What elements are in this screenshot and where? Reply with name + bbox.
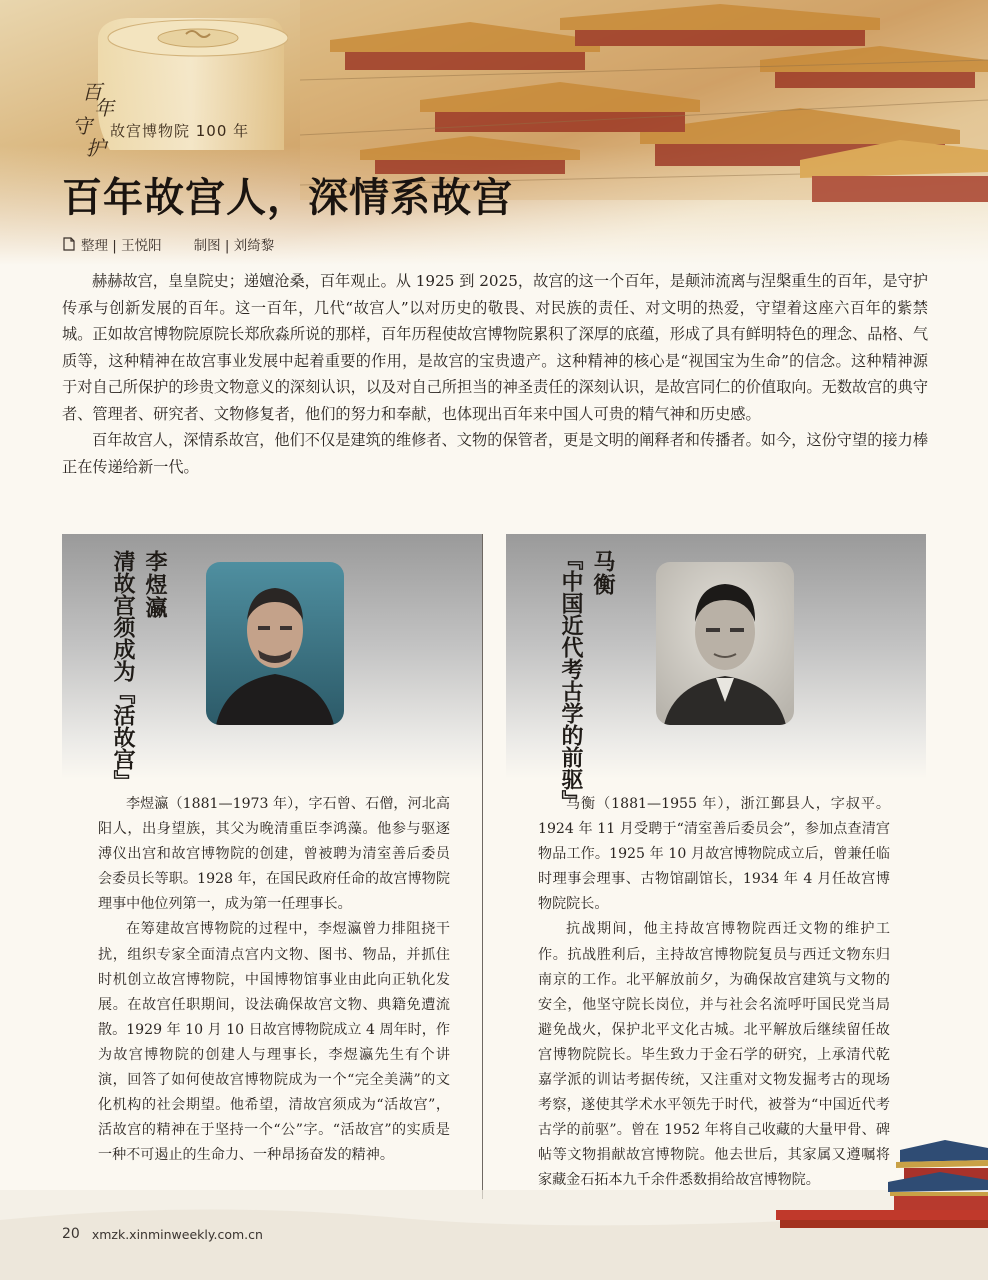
bio-paragraph: 抗战期间，他主持故宫博物院西迁文物的维护工作。抗战胜利后，主持故宫博物院复员与西迁文物东归南京的工作。北平解放前夕，为确保故宫建筑与文物的安全，他坚守院长岗位，并与社会名流呼吁国民党当局避免战火，保护北平文化古城。北平解放后继续留任故宫博物院院长。毕生致力于金石学的研究，上承清代乾嘉学派的训诂考据传统，又注重对文物发掘考古的现场考察，遂使其学术水平领先于时代，被誉为“中国近代考古学的前驱”。曾在 1952 年将自己收藏的大量甲骨、碑帖等文物捐献故宫博物院。他去世后，其家属又遵嘱将家藏金石拓本九千余件悉数捐给故宫博物院。 bbox=[538, 921, 890, 1189]
bio-paragraph: 马衡（1881—1955 年），浙江鄞县人，字叔平。1924 年 11 月受聘于“清室善后委员会”，参加点查清宫物品工作。1925 年 10 月故宫博物院成立后，曾兼任临时理事会理事、古物馆副馆长，1934 年 4 月任故宫博物院院长。 bbox=[538, 796, 890, 913]
profile-subtitle: 『中国近代考古学的前驱』 bbox=[558, 548, 584, 812]
series-mark-char: 百 bbox=[82, 80, 102, 104]
series-mark-char: 守 bbox=[72, 114, 92, 138]
profile-subtitle: 清故宫须成为『活故宫』 bbox=[110, 550, 136, 792]
bio-paragraph: 李煜瀛（1881—1973 年），字石曾、石僧，河北高阳人，出身望族，其父为晚清重臣李鸿藻。他参与驱逐溥仪出宫和故宫博物院的创建，曾被聘为清室善后委员会委员长等职。1928 年，在国民政府任命的故宫博物院理事中他位列第一，成为第一任理事长。 bbox=[98, 796, 450, 913]
profile-name: 李煜瀛 bbox=[142, 550, 168, 619]
gate-tower-graphic bbox=[776, 1140, 988, 1228]
page-footer bbox=[62, 1226, 263, 1242]
graphic-credit: 制图 | 刘绮黎 bbox=[193, 238, 275, 254]
bottom-decoration bbox=[0, 1140, 988, 1280]
intro-paragraph: 赫赫故宫，皇皇院史；递嬗沧桑，百年观止。从 1925 到 2025，故宫的这一个百年，是颠沛流离与涅槃重生的百年，是守护传承与创新发展的百年。这一百年，几代“故宫人”以对历史的敬畏、对民族的责任、对文明的热爱，守望着这座六百年的紫禁城。正如故宫博物院原院长郑欣淼所说的那样，百年历程使故宫博物院累积了深厚的底蕴，形成了具有鲜明特色的理念、品格、气质等，这种精神在故宫事业发展中起着重要的作用，是故宫的宝贵遗产。这种精神的核心是“视国宝为生命”的信念。这种精神源于对自己所保护的珍贵文物意义的深刻认识，以及对自己所担当的神圣责任的深刻认识，是故宫同仁的价值取向。无数故宫的典守者、管理者、研究者、文物修复者，他们的努力和奉献，也体现出百年来中国人可贵的精气神和历史感。 bbox=[62, 272, 928, 423]
footer-url[interactable]: xmzk.xinminweekly.com.cn bbox=[91, 1226, 263, 1242]
series-title: 故宫博物院 100 年 bbox=[110, 122, 250, 140]
portrait-li-yuying bbox=[206, 562, 344, 725]
article-title: 百年故宫人，深情系故宫 bbox=[62, 175, 513, 221]
profile-bio bbox=[538, 792, 890, 1194]
bio-paragraph: 在筹建故宫博物院的过程中，李煜瀛曾力排阻挠干扰，组织专家全面清点宫内文物、图书、物品，并抓住时机创立故宫博物院，中国博物馆事业由此向正轨化发展。在故宫任职期间，设法确保故宫文物、典籍免遭流散。1929 年 10 月 10 日故宫博物院成立 4 周年时，作为故宫博物院的创建人与理事长，李煜瀛先生有个讲演，回答了如何使故宫博物院成为一个“完全美满”的文化机构的社会期望。他希望，清故宫须成为“活故宫”，活故宫的精神在于坚持一个“公”字。“活故宫”的实质是一种不可遏止的生命力、一种昂扬奋发的精神。 bbox=[98, 921, 450, 1164]
article-credits bbox=[62, 234, 274, 254]
column-divider bbox=[482, 534, 483, 1199]
portrait-photo bbox=[656, 562, 794, 725]
page-number: 20 bbox=[62, 1226, 80, 1242]
profile-name: 马衡 bbox=[590, 550, 616, 596]
portrait-ma-heng bbox=[656, 562, 794, 725]
editor-credit: 整理 | 王悦阳 bbox=[81, 238, 162, 254]
header-banner bbox=[0, 0, 988, 265]
portrait-photo bbox=[206, 562, 344, 725]
series-mark-char: 年 bbox=[94, 96, 114, 120]
article-intro bbox=[62, 268, 928, 480]
document-icon bbox=[62, 237, 75, 251]
intro-paragraph: 百年故宫人，深情系故宫，他们不仅是建筑的维修者、文物的保管者，更是文明的阐释者和传播者。如今，这份守望的接力棒正在传递给新一代。 bbox=[62, 431, 928, 476]
series-calligraphy-mark bbox=[70, 76, 120, 160]
profile-bio bbox=[98, 792, 450, 1168]
series-mark-char: 护 bbox=[86, 136, 106, 160]
